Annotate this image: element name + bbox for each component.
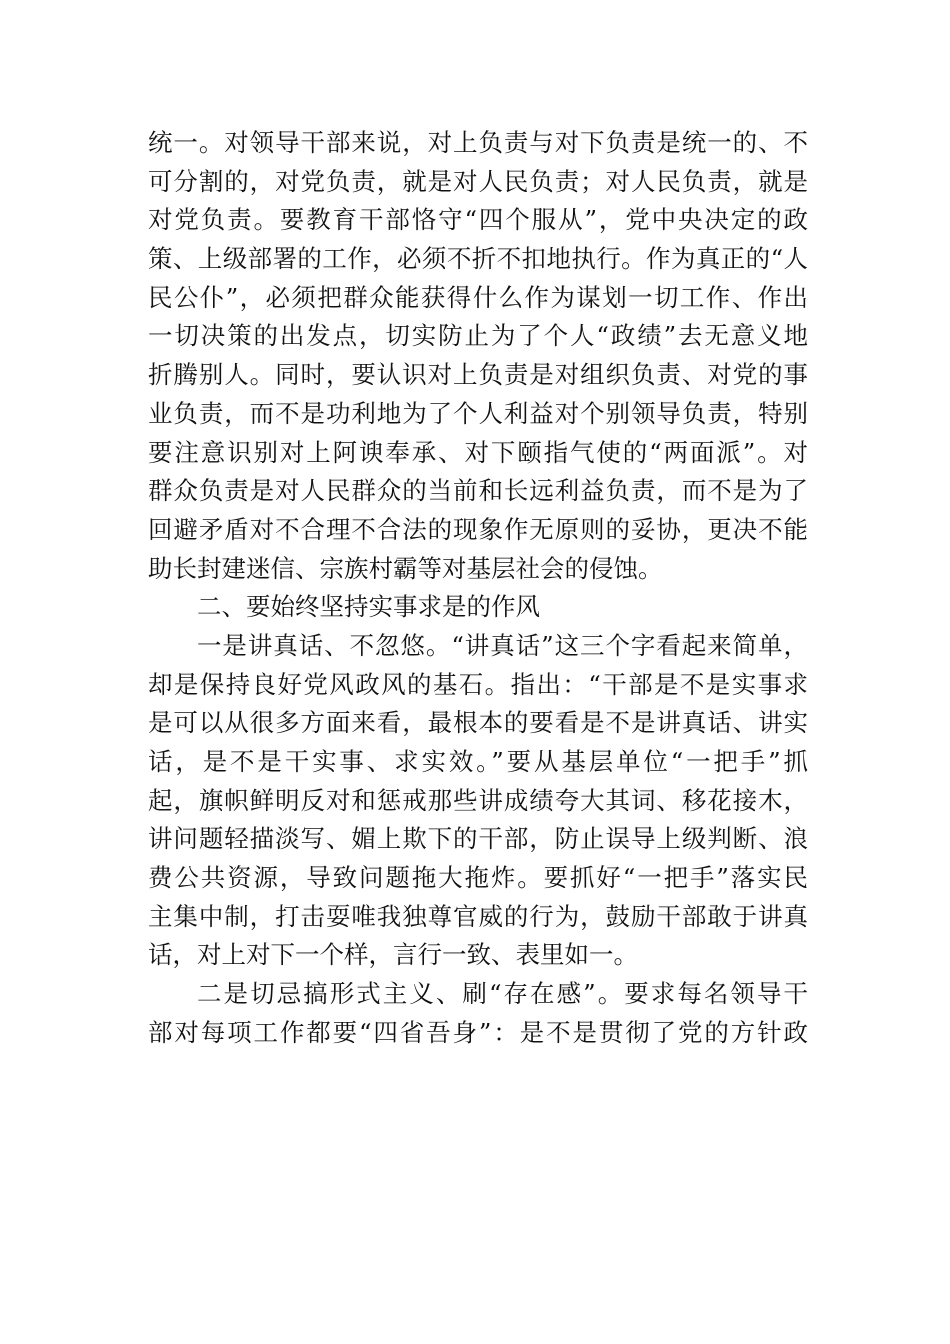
text-line: 话，对上对下一个样，言行一致、表里如一。 (148, 940, 638, 970)
text-line: 民公仆”，必须把群众能获得什么作为谋划一切工作、作出 (148, 282, 808, 312)
text-line: 却是保持良好党风政风的基石。指出：“干部是不是实事求 (148, 669, 808, 699)
paragraph-first-line: 一是讲真话、不忽悠。“讲真话”这三个字看起来简单， (197, 630, 808, 660)
paragraph-first-line: 二是切忌搞形式主义、刷“存在感”。要求每名领导干 (197, 979, 808, 1009)
text-line: 一切决策的出发点，切实防止为了个人“政绩”去无意义地 (148, 321, 808, 351)
text-line: 群众负责是对人民群众的当前和长远利益负责，而不是为了 (148, 476, 808, 506)
text-line: 要注意识别对上阿谀奉承、对下颐指气使的“两面派”。对 (148, 437, 808, 467)
text-line: 策、上级部署的工作，必须不折不扣地执行。作为真正的“人 (148, 244, 808, 274)
text-line: 话，是不是干实事、求实效。”要从基层单位“一把手”抓 (148, 747, 808, 776)
text-line: 统一。对领导干部来说，对上负责与对下负责是统一的、不 (148, 128, 808, 157)
text-line: 费公共资源，导致问题拖大拖炸。要抓好“一把手”落实民 (148, 863, 808, 893)
text-line: 起，旗帜鲜明反对和惩戒那些讲成绩夸大其词、移花接木， (148, 785, 808, 815)
text-line: 讲问题轻描淡写、媚上欺下的干部，防止误导上级判断、浪 (148, 824, 808, 854)
text-line: 是可以从很多方面来看，最根本的要看是不是讲真话、讲实 (148, 708, 808, 738)
body-text (148, 124, 808, 1053)
text-line: 折腾别人。同时，要认识对上负责是对组织负责、对党的事 (148, 360, 808, 390)
text-line: 部对每项工作都要“四省吾身”：是不是贯彻了党的方针政 (148, 1017, 808, 1047)
text-line: 对党负责。要教育干部恪守“四个服从”，党中央决定的政 (148, 205, 808, 235)
text-line: 助长封建迷信、宗族村霸等对基层社会的侵蚀。 (148, 553, 663, 583)
text-line: 主集中制，打击耍唯我独尊官威的行为，鼓励干部敢于讲真 (148, 901, 808, 931)
text-line: 回避矛盾对不合理不合法的现象作无原则的妥协，更决不能 (148, 514, 808, 544)
text-line: 业负责，而不是功利地为了个人利益对个别领导负责，特别 (148, 398, 808, 428)
text-line: 可分割的，对党负责，就是对人民负责；对人民负责，就是 (148, 166, 808, 196)
section-heading: 二、要始终坚持实事求是的作风 (197, 592, 540, 622)
